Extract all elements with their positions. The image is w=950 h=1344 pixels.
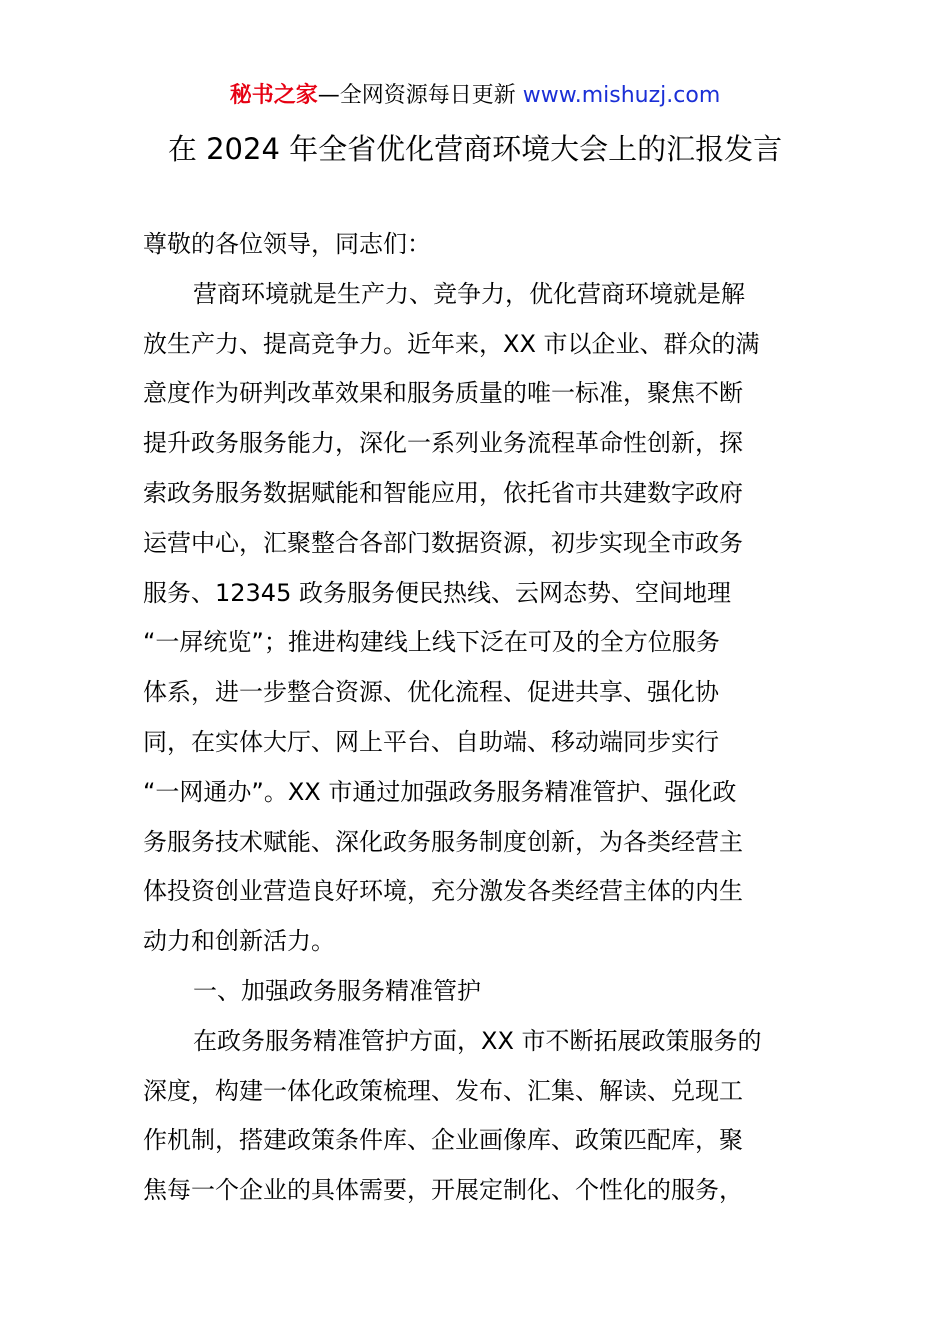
header-tagline: —全网资源每日更新 — [317, 83, 523, 108]
paragraph-line: 服务、12345 政务服务便民热线、云网态势、空间地理 — [143, 578, 731, 607]
brand-name: 秘书之家 — [229, 83, 318, 108]
paragraph-line: “一网通办”。XX 市通过加强政务服务精准管护、强化政 — [143, 777, 737, 806]
paragraph-line: 放生产力、提高竞争力。近年来，XX 市以企业、群众的满 — [143, 329, 760, 358]
paragraph-line: 意度作为研判改革效果和服务质量的唯一标准，聚焦不断 — [143, 379, 743, 408]
site-header — [0, 80, 950, 112]
document-title: 在 2024 年全省优化营商环境大会上的汇报发言 — [167, 132, 783, 166]
paragraph-line: 营商环境就是生产力、竞争力，优化营商环境就是解 — [193, 279, 745, 308]
paragraph-line: 焦每一个企业的具体需要，开展定制化、个性化的服务， — [143, 1176, 743, 1205]
paragraph-line: 动力和创新活力。 — [143, 927, 335, 956]
paragraph-line: 同，在实体大厅、网上平台、自助端、移动端同步实行 — [143, 727, 719, 756]
paragraph-line: 体系，进一步整合资源、优化流程、促进共享、强化协 — [143, 678, 719, 707]
paragraph-line: 在政务服务精准管护方面，XX 市不断拓展政策服务的 — [193, 1026, 762, 1055]
paragraph-line: 体投资创业营造良好环境，充分激发各类经营主体的内生 — [143, 877, 743, 906]
paragraph-line: “一屏统览”；推进构建线上线下泛在可及的全方位服务 — [143, 628, 720, 657]
section-heading: 一、加强政务服务精准管护 — [193, 976, 481, 1005]
document-body — [143, 220, 808, 1216]
paragraph-line: 作机制，搭建政策条件库、企业画像库、政策匹配库，聚 — [143, 1126, 743, 1155]
paragraph-line: 务服务技术赋能、深化政务服务制度创新，为各类经营主 — [143, 827, 743, 856]
paragraph-line: 运营中心，汇聚整合各部门数据资源，初步实现全市政务 — [143, 528, 743, 557]
paragraph-line: 深度，构建一体化政策梳理、发布、汇集、解读、兑现工 — [143, 1076, 743, 1105]
salutation: 尊敬的各位领导，同志们： — [143, 230, 431, 258]
site-url[interactable]: www.mishuzj.com — [522, 83, 721, 108]
paragraph-line: 提升政务服务能力，深化一系列业务流程革命性创新，探 — [143, 429, 743, 458]
paragraph-line: 索政务服务数据赋能和智能应用，依托省市共建数字政府 — [143, 478, 743, 507]
